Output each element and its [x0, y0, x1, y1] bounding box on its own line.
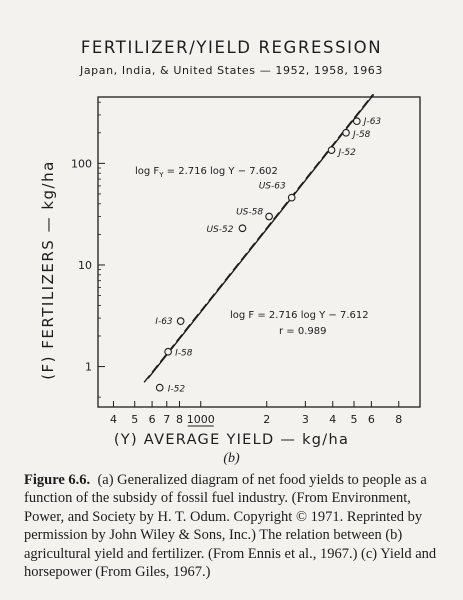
data-point	[239, 225, 246, 232]
y-tick-label: 100	[71, 157, 92, 171]
data-point-label: J-52	[338, 148, 356, 159]
data-point	[177, 318, 184, 325]
x-tick-label: 8	[175, 413, 183, 426]
figure-caption	[24, 471, 449, 581]
data-point-label: US-58	[236, 207, 264, 218]
y-axis-ticks	[71, 102, 105, 397]
y-tick-label: 10	[78, 258, 92, 272]
data-point	[156, 384, 163, 391]
data-point-label: I-63	[155, 317, 173, 328]
x-tick-label: 2	[263, 413, 271, 426]
data-points	[155, 117, 381, 394]
x-tick-label: 8	[395, 413, 403, 426]
equation-dashed: $\log F_Y = 2.716$ log Y − 7.602	[135, 166, 278, 179]
x-tick-label: 6	[367, 413, 375, 426]
x-axis-ticks	[110, 401, 402, 426]
data-point-label: I-52	[167, 384, 186, 395]
data-point	[328, 147, 335, 154]
chart-title: FERTILIZER/YIELD REGRESSION	[80, 38, 383, 57]
data-point-label: J-63	[363, 117, 382, 128]
data-point-label: US-52	[206, 225, 234, 236]
chart-subtitle: Japan, India, & United States — 1952, 1958, 1963	[80, 64, 383, 77]
x-tick-label: 1000	[186, 413, 215, 426]
regression-lines	[144, 94, 374, 382]
caption-head: Figure 6.6.	[24, 472, 91, 488]
data-point-label: US-63	[258, 181, 286, 192]
data-point-label: J-58	[353, 129, 371, 140]
x-tick-label: 5	[131, 413, 139, 426]
x-axis-label: (Y) AVERAGE YIELD — kg/ha	[113, 432, 350, 448]
equation-solid: log F = 2.716 log Y − 7.612	[230, 310, 369, 321]
x-tick-label: 3	[301, 413, 309, 426]
data-point	[288, 194, 295, 201]
correlation-value: r = 0.989	[279, 326, 327, 337]
data-point	[266, 213, 273, 220]
y-axis-label: (F) FERTILIZERS — kg/ha	[39, 160, 57, 380]
panel-label: (b)	[223, 451, 240, 466]
regression-line-dashed	[144, 94, 373, 382]
x-tick-label: 4	[109, 413, 117, 426]
data-point	[165, 348, 172, 355]
x-tick-label: 6	[148, 413, 156, 426]
data-point	[354, 118, 361, 125]
x-tick-label: 7	[163, 413, 171, 426]
x-tick-label: 5	[350, 413, 358, 426]
plot-frame	[98, 97, 420, 407]
y-tick-label: 1	[85, 360, 92, 374]
data-point	[343, 129, 350, 136]
x-tick-label: 4	[329, 413, 337, 426]
data-point-label: I-58	[175, 348, 193, 359]
caption-body: (a) Generalized diagram of net food yields to people as a function of the subsidy of fossil fuel industry. (From Environment, Power, and Society by H. T. Odum. Copyright © 1971. Reprinted by permission by John Wiley & Sons, Inc.) The relation between (b) agricultural yield and fertilizer. (From Ennis et al., 1967.) (c) Yield and horsepower (From Giles, 1967.)	[24, 472, 437, 581]
